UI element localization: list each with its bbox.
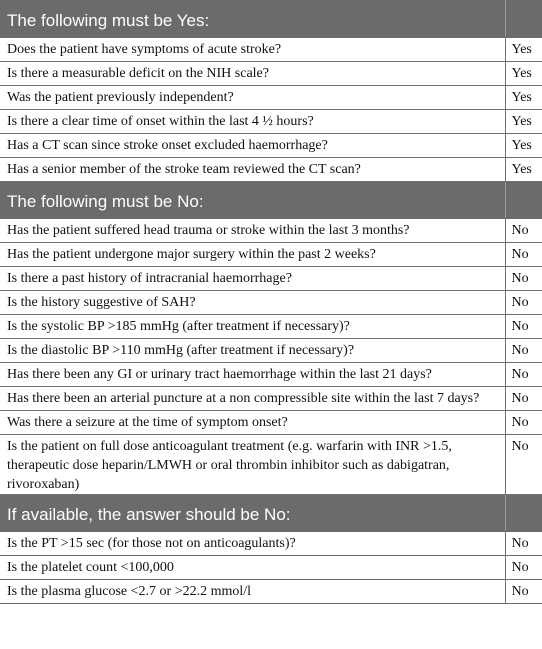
question-text: Is the PT >15 sec (for those not on anticoagulants)? <box>0 531 505 555</box>
table-row <box>0 85 542 109</box>
table-row <box>0 218 542 242</box>
section-header-must-be-no <box>0 181 542 218</box>
answer-text: No <box>505 386 542 410</box>
table-row <box>0 290 542 314</box>
table-row <box>0 555 542 579</box>
question-text: Is the history suggestive of SAH? <box>0 290 505 314</box>
question-text: Is there a clear time of onset within the last 4 ½ hours? <box>0 109 505 133</box>
answer-text: No <box>505 338 542 362</box>
answer-text: No <box>505 531 542 555</box>
answer-text: No <box>505 266 542 290</box>
table-row <box>0 157 542 181</box>
question-text: Is the platelet count <100,000 <box>0 555 505 579</box>
answer-text: No <box>505 218 542 242</box>
question-text: Has there been any GI or urinary tract haemorrhage within the last 21 days? <box>0 362 505 386</box>
table-row <box>0 314 542 338</box>
question-text: Is the systolic BP >185 mmHg (after treatment if necessary)? <box>0 314 505 338</box>
answer-text: Yes <box>505 133 542 157</box>
answer-text: Yes <box>505 37 542 61</box>
section-heading: The following must be Yes: <box>0 0 505 37</box>
section-heading-answer-cell <box>505 494 542 531</box>
answer-text: No <box>505 579 542 603</box>
question-text: Has the patient suffered head trauma or stroke within the last 3 months? <box>0 218 505 242</box>
answer-text: Yes <box>505 85 542 109</box>
question-text: Is the patient on full dose anticoagulant treatment (e.g. warfarin with INR >1.5, therapeutic dose heparin/LMWH or oral thrombin inhibitor such as dabigatran, rivoroxaban) <box>0 434 505 494</box>
section-heading: If available, the answer should be No: <box>0 494 505 531</box>
table-row <box>0 37 542 61</box>
answer-text: No <box>505 434 542 494</box>
question-text: Is there a measurable deficit on the NIH scale? <box>0 61 505 85</box>
table-row <box>0 434 542 494</box>
answer-text: Yes <box>505 61 542 85</box>
question-text: Is the plasma glucose <2.7 or >22.2 mmol/l <box>0 579 505 603</box>
table-row <box>0 362 542 386</box>
table-row <box>0 338 542 362</box>
table-row <box>0 410 542 434</box>
question-text: Is there a past history of intracranial haemorrhage? <box>0 266 505 290</box>
table-row <box>0 579 542 603</box>
table-row <box>0 386 542 410</box>
question-text: Was the patient previously independent? <box>0 85 505 109</box>
answer-text: No <box>505 555 542 579</box>
answer-text: No <box>505 290 542 314</box>
table-row <box>0 266 542 290</box>
answer-text: No <box>505 314 542 338</box>
section-header-must-be-yes <box>0 0 542 37</box>
answer-text: Yes <box>505 109 542 133</box>
table-row <box>0 109 542 133</box>
section-heading-answer-cell <box>505 0 542 37</box>
table-row <box>0 242 542 266</box>
question-text: Does the patient have symptoms of acute stroke? <box>0 37 505 61</box>
section-heading-answer-cell <box>505 181 542 218</box>
table-row <box>0 61 542 85</box>
question-text: Has a CT scan since stroke onset excluded haemorrhage? <box>0 133 505 157</box>
answer-text: Yes <box>505 157 542 181</box>
question-text: Has there been an arterial puncture at a non compressible site within the last 7 days? <box>0 386 505 410</box>
table-row <box>0 133 542 157</box>
section-header-if-available-no <box>0 494 542 531</box>
answer-text: No <box>505 362 542 386</box>
answer-text: No <box>505 410 542 434</box>
question-text: Was there a seizure at the time of symptom onset? <box>0 410 505 434</box>
section-heading: The following must be No: <box>0 181 505 218</box>
answer-text: No <box>505 242 542 266</box>
table-row <box>0 531 542 555</box>
question-text: Is the diastolic BP >110 mmHg (after treatment if necessary)? <box>0 338 505 362</box>
question-text: Has a senior member of the stroke team reviewed the CT scan? <box>0 157 505 181</box>
question-text: Has the patient undergone major surgery within the past 2 weeks? <box>0 242 505 266</box>
